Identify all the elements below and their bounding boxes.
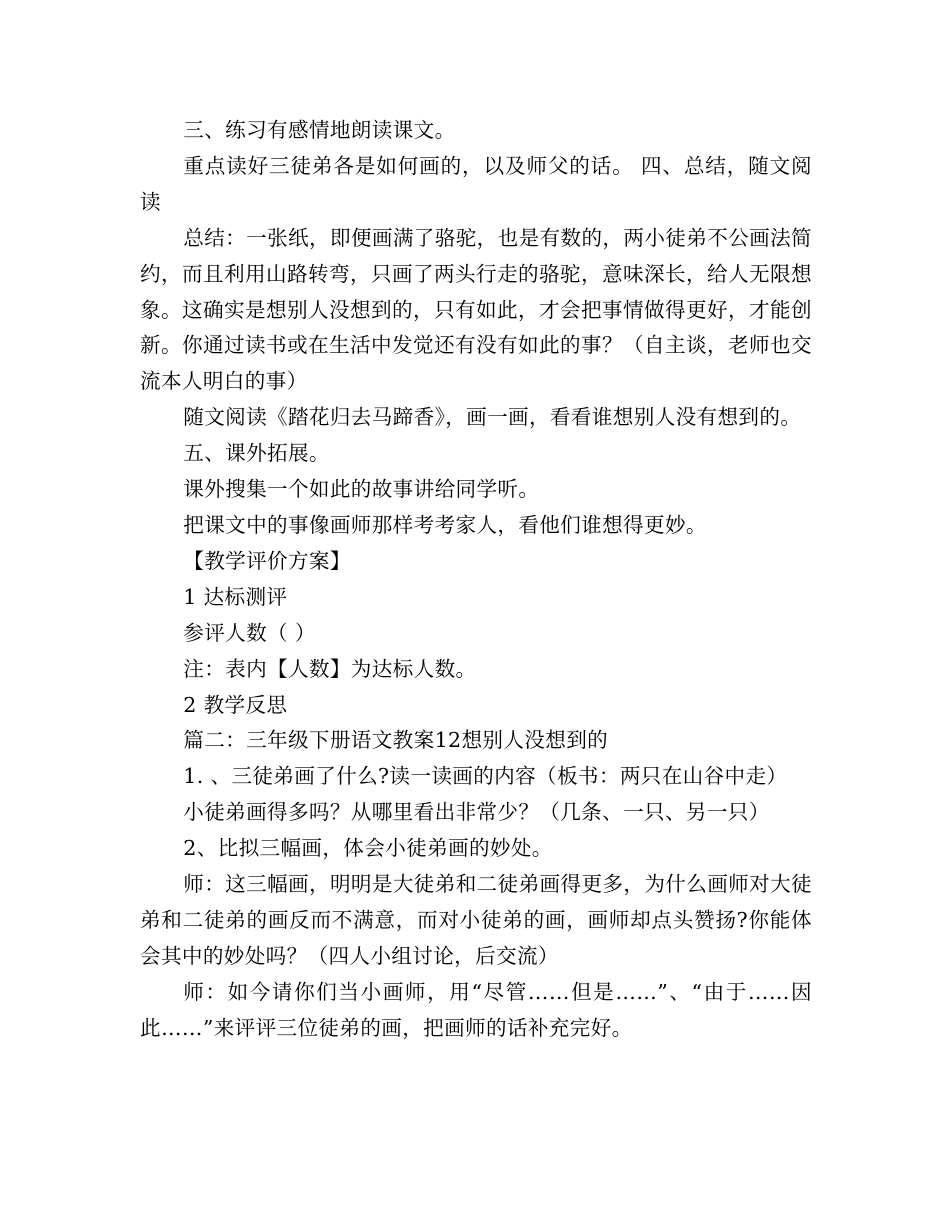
heading-teaching-reflection: 2 教学反思 — [183, 692, 288, 717]
paragraph-teacher-question: 师：这三幅画，明明是大徒弟和二徒弟画得更多，为什么画师对大徒弟和二徒弟的画反而不满意，而对小徒弟的画，画师却点头赞扬?你能体会其中的妙处吗？（四人小组讨论，后交流） — [140, 872, 812, 968]
paragraph-teacher-task: 师：如今请你们当小画师，用“尽管……但是……”、“由于……因此……”来评评三位徒弟的画，把画师的话补充完好。 — [140, 979, 812, 1040]
paragraph-note: 注：表内【人数】为达标人数。 — [183, 656, 477, 681]
paragraph-participants: 参评人数（ ） — [183, 620, 316, 645]
document-page — [140, 113, 812, 1047]
paragraph-compare-paintings: 2、比拟三幅画，体会小徒弟画的妙处。 — [183, 836, 553, 861]
paragraph-collect-story: 课外搜集一个如此的故事讲给同学听。 — [183, 477, 540, 502]
paragraph-practice-reading: 三、练习有感情地朗读课文。 — [183, 118, 456, 142]
paragraph-follow-up-reading: 随文阅读《踏花归去马蹄香》，画一画，看看谁想别人没有想到的。 — [183, 405, 802, 430]
heading-extension: 五、课外拓展。 — [183, 441, 330, 466]
paragraph-what-drawn: 1. 、三徒弟画了什么?读一读画的内容（板书：两只在山谷中走） — [183, 764, 788, 789]
paragraph-drew-little: 小徒弟画得多吗？从哪里看出非常少？（几条、一只、另一只） — [183, 800, 770, 825]
paragraph-summary: 总结：一张纸，即便画满了骆驼，也是有数的，两小徒弟不公画法简约，而且利用山路转弯，只画了两头行走的骆驼，意味深长，给人无限想象。这确实是想别人没想到的，只有如此，才会把事情做得更好，才能创新。你通过读书或在生活中发觉还有没有如此的事？（自主谈，老师也交流本人明白的事） — [140, 225, 812, 394]
paragraph-test-family: 把课文中的事像画师那样考考家人，看他们谁想得更妙。 — [183, 512, 707, 537]
heading-evaluation-plan: 【教学评价方案】 — [183, 548, 351, 573]
paragraph-reading-focus: 重点读好三徒弟各是如何画的，以及师父的话。 四、总结，随文阅读 — [140, 153, 812, 214]
heading-standard-test: 1 达标测评 — [183, 584, 288, 609]
heading-part-two: 篇二：三年级下册语文教案12想别人没想到的 — [183, 728, 609, 753]
